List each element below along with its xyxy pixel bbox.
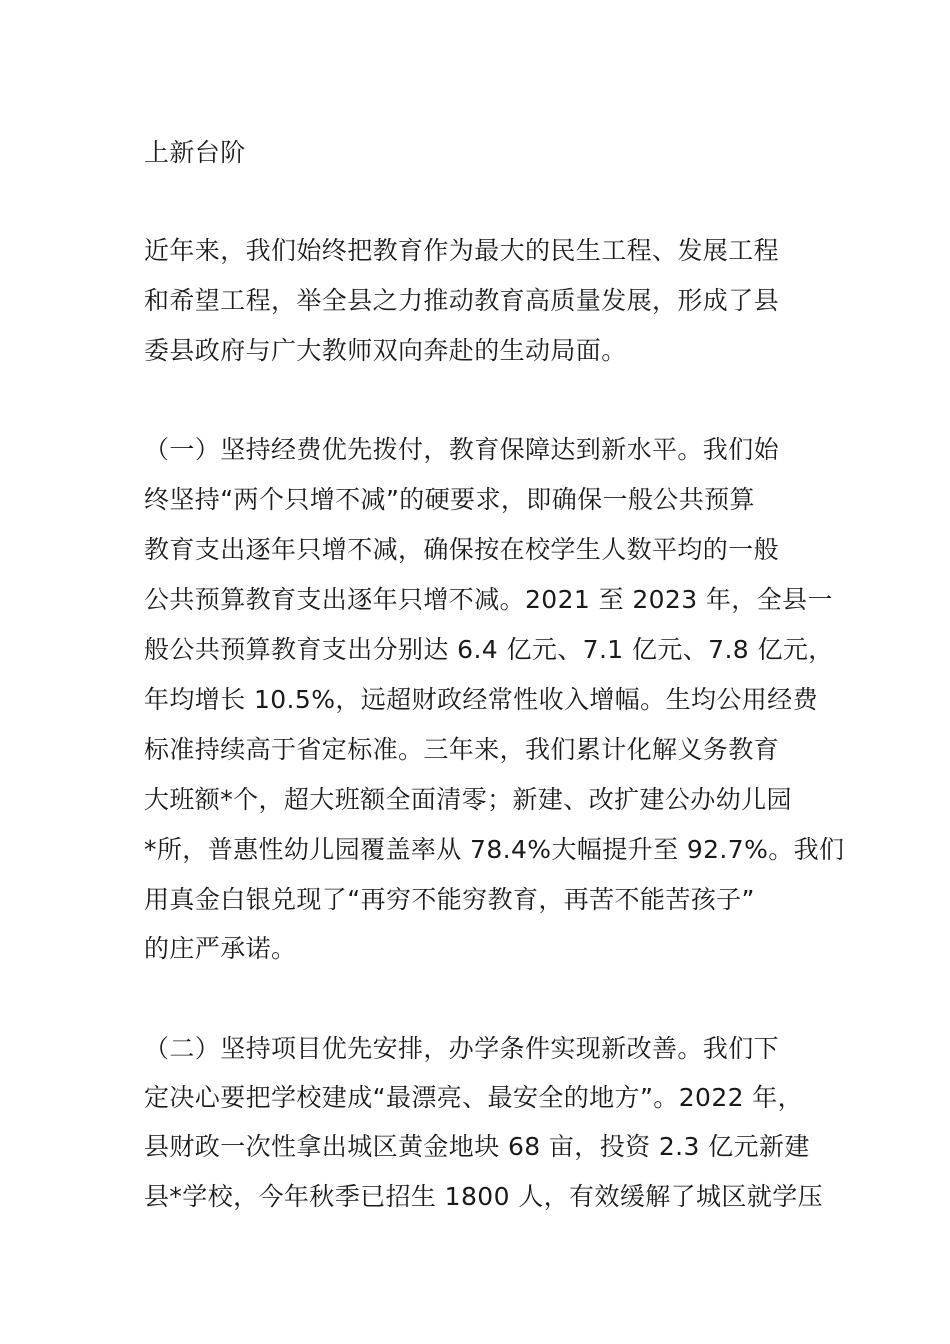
text-line: 标准持续高于省定标准。三年来，我们累计化解义务教育: [144, 735, 780, 764]
text-line: 大班额*个，超大班额全面清零；新建、改扩建公办幼儿园: [144, 785, 792, 814]
text-line: 终坚持“两个只增不减”的硬要求，即确保一般公共预算: [144, 485, 755, 514]
text-line: （二）坚持项目优先安排，办学条件实现新改善。我们下: [144, 1034, 780, 1063]
text-line: 教育支出逐年只增不减，确保按在校学生人数平均的一般: [144, 535, 780, 564]
text-line: 用真金白银兑现了“再穷不能穷教育，再苦不能苦孩子”: [144, 885, 755, 914]
text-line: 年均增长 10.5%，远超财政经常性收入增幅。生均公用经费: [144, 685, 818, 714]
text-line: 委县政府与广大教师双向奔赴的生动局面。: [144, 336, 627, 365]
text-line: 的庄严承诺。: [144, 934, 297, 963]
text-line: 县财政一次性拿出城区黄金地块 68 亩，投资 2.3 亿元新建: [144, 1132, 810, 1161]
text-line: 般公共预算教育支出分别达 6.4 亿元、7.1 亿元、7.8 亿元，: [144, 635, 834, 664]
text-line: 近年来，我们始终把教育作为最大的民生工程、发展工程: [144, 236, 780, 265]
text-line: 县*学校，今年秋季已招生 1800 人，有效缓解了城区就学压: [144, 1182, 824, 1211]
text-line: （一）坚持经费优先拨付，教育保障达到新水平。我们始: [144, 435, 780, 464]
text-line: 定决心要把学校建成“最漂亮、最安全的地方”。2022 年，: [144, 1083, 804, 1112]
text-line: *所，普惠性幼儿园覆盖率从 78.4%大幅提升至 92.7%。我们: [144, 835, 845, 864]
text-line: 和希望工程，举全县之力推动教育高质量发展，形成了县: [144, 286, 780, 315]
text-line: 公共预算教育支出逐年只增不减。2021 至 2023 年，全县一: [144, 585, 833, 614]
heading-fragment: 上新台阶: [144, 138, 246, 167]
